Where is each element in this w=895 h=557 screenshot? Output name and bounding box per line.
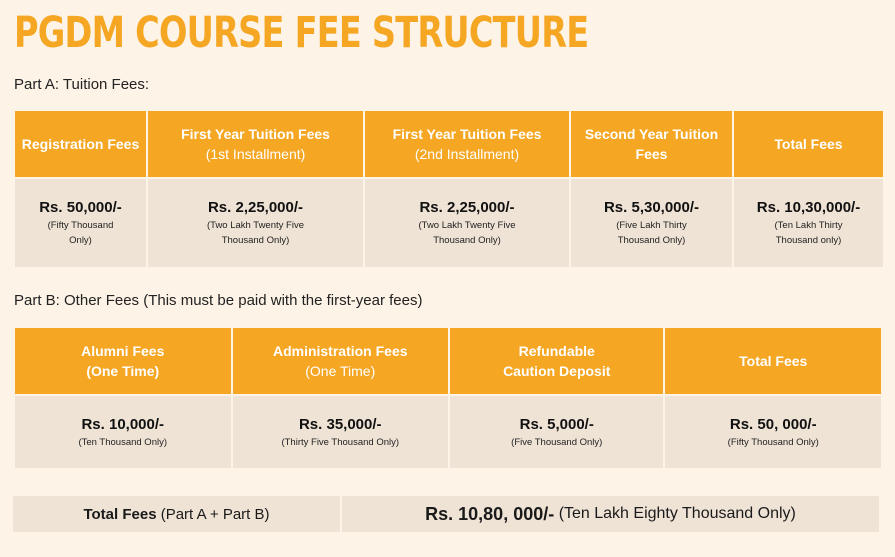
cell-administration-fees: Rs. 35,000/- (Thirty Five Thousand Only) (233, 396, 449, 468)
header-first-year-1st: First Year Tuition Fees (1st Installment) (148, 111, 363, 179)
header-caution-deposit: Refundable Caution Deposit (450, 328, 663, 396)
tuition-fees-table (13, 111, 885, 267)
cell-caution-deposit: Rs. 5,000/- (Five Thousand Only) (450, 396, 663, 468)
table-row (15, 179, 883, 267)
header-second-year: Second Year Tuition Fees (571, 111, 732, 179)
part-b-label: Part B: Other Fees (This must be paid with the first-year fees) (14, 292, 423, 309)
cell-registration-fees: Rs. 50,000/- (Fifty Thousand Only) (15, 179, 146, 267)
header-registration-fees: Registration Fees (15, 111, 146, 179)
header-alumni-fees: Alumni Fees (One Time) (15, 328, 231, 396)
part-a-label: Part A: Tuition Fees: (14, 76, 150, 93)
table-header-row (15, 111, 883, 179)
grand-total-value: Rs. 10,80, 000/- (Ten Lakh Eighty Thousand Only) (342, 496, 879, 532)
page-title: PGDM COURSE FEE STRUCTURE (14, 8, 589, 58)
header-first-year-2nd: First Year Tuition Fees (2nd Installment) (365, 111, 569, 179)
table-row (15, 396, 881, 468)
table-header-row (15, 328, 881, 396)
cell-first-year-2nd: Rs. 2,25,000/- (Two Lakh Twenty Five Thousand Only) (365, 179, 569, 267)
grand-total-row (13, 496, 879, 532)
cell-total-fees: Rs. 10,30,000/- (Ten Lakh Thirty Thousand only) (734, 179, 883, 267)
grand-total-label: Total Fees (Part A + Part B) (13, 496, 340, 532)
header-total-fees: Total Fees (734, 111, 883, 179)
header-administration-fees: Administration Fees (One Time) (233, 328, 449, 396)
other-fees-table (13, 328, 883, 468)
header-total-fees-b: Total Fees (665, 328, 881, 396)
cell-second-year: Rs. 5,30,000/- (Five Lakh Thirty Thousand Only) (571, 179, 732, 267)
cell-alumni-fees: Rs. 10,000/- (Ten Thousand Only) (15, 396, 231, 468)
cell-first-year-1st: Rs. 2,25,000/- (Two Lakh Twenty Five Thousand Only) (148, 179, 363, 267)
cell-total-fees-b: Rs. 50, 000/- (Fifty Thousand Only) (665, 396, 881, 468)
